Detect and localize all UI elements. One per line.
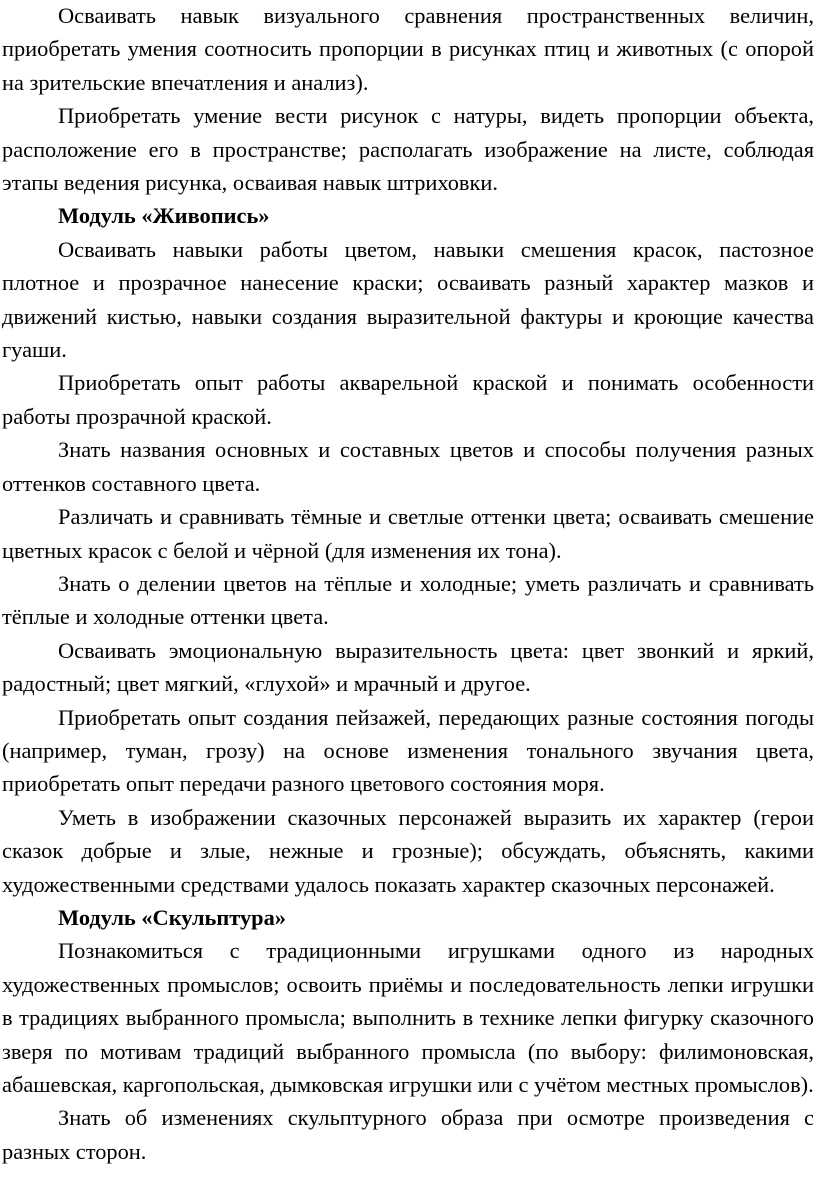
paragraph-drawing-from-life: Приобретать умение вести рисунок с натуры, видеть пропорции объекта, расположение его в пространстве; располагать изображение на листе, соблюдая этапы ведения рисунка, осваивая навык штриховки. bbox=[2, 103, 814, 196]
paragraph-primary-colors: Знать названия основных и составных цветов и способы получения разных оттенков составного цвета. bbox=[2, 437, 814, 496]
paragraph-dark-light-shades: Различать и сравнивать тёмные и светлые оттенки цвета; осваивать смешение цветных красок с белой и чёрной (для изменения их тона). bbox=[2, 504, 814, 563]
paragraph-fairy-characters: Уметь в изображении сказочных персонажей выразить их характер (герои сказок добрые и злые, нежные и грозные); обсуждать, объяснять, какими художественными средствами удалось показать характер сказочных персонажей. bbox=[2, 804, 814, 897]
paragraph-warm-cold-colors: Знать о делении цветов на тёплые и холодные; уметь различать и сравнивать тёплые и холодные оттенки цвета. bbox=[2, 570, 814, 630]
paragraph-watercolor: Приобретать опыт работы акварельной краской и понимать особенности работы прозрачной краской. bbox=[2, 370, 814, 429]
paragraph-folk-toys: Познакомиться с традиционными игрушками одного из народных художественных промыслов; освоить приёмы и последовательность лепки игрушки в традициях выбранного промысла; выполнить в технике лепки фигурку сказочного зверя по мотивам традиций выбранного промысла (по выбору: филимоновская, абашевская, каргопольская, дымковская игрушки или с учётом местных промыслов). bbox=[2, 938, 814, 1097]
paragraph-emotional-color: Осваивать эмоциональную выразительность цвета: цвет звонкий и яркий, радостный; цвет мягкий, «глухой» и мрачный и другое. bbox=[2, 637, 814, 697]
paragraph-sculpture-views: Знать об изменениях скульптурного образа при осмотре произведения с разных сторон. bbox=[2, 1105, 814, 1164]
paragraph-landscapes: Приобретать опыт создания пейзажей, передающих разные состояния погоды (например, туман, грозу) на основе изменения тонального звучания цвета, приобретать опыт передачи разного цветового состояния моря. bbox=[2, 704, 814, 797]
paragraph-color-skills: Осваивать навыки работы цветом, навыки смешения красок, пастозное плотное и прозрачное нанесение краски; осваивать разный характер мазков и движений кистью, навыки создания выразительной фактуры и кроющие качества гуаши. bbox=[2, 236, 814, 363]
section-heading-painting: Модуль «Живопись» bbox=[58, 203, 270, 229]
section-heading-sculpture: Модуль «Скульптура» bbox=[58, 904, 286, 930]
paragraph-proportions: Осваивать навык визуального сравнения пространственных величин, приобретать умения соотносить пропорции в рисунках птиц и животных (с опорой на зрительские впечатления и анализ). bbox=[2, 3, 814, 95]
